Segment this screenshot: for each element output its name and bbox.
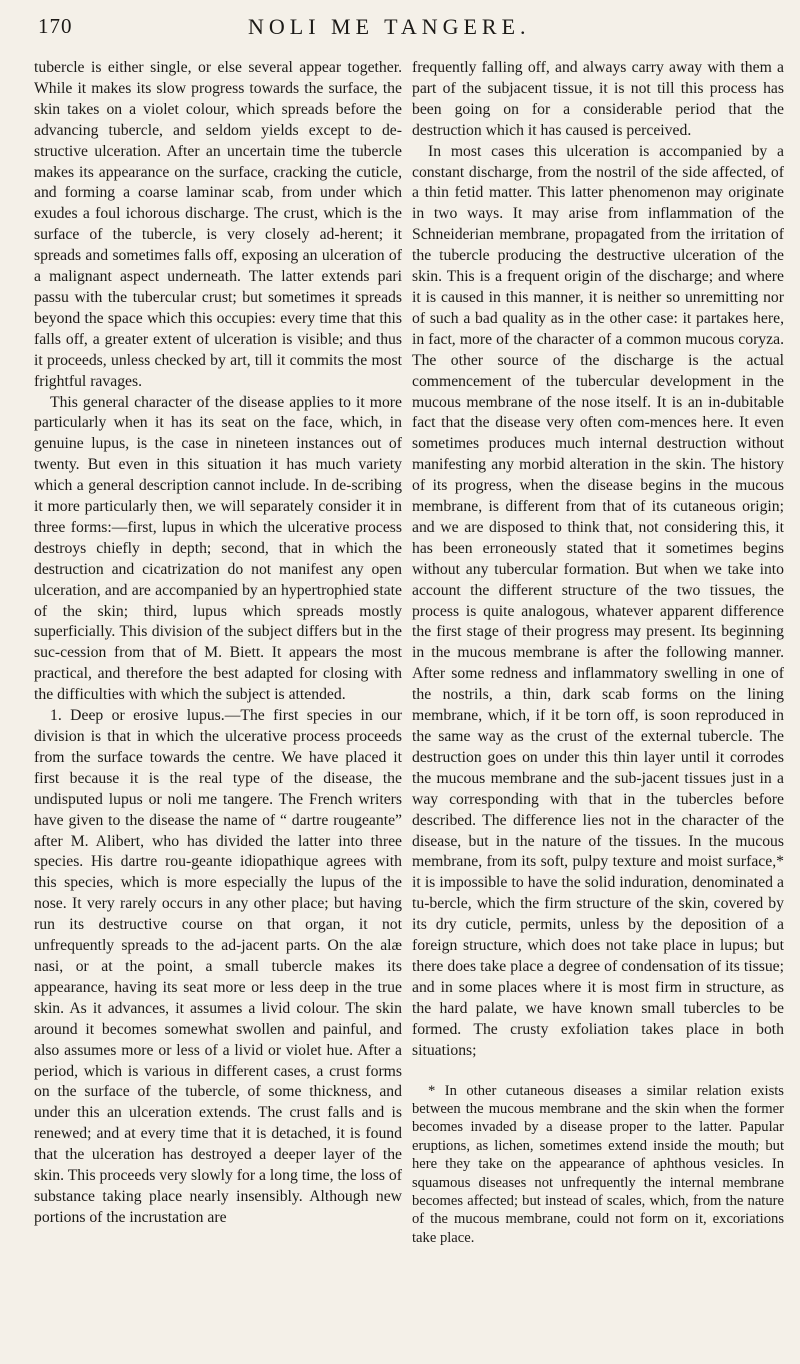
left-column [34,58,402,1229]
paragraph: tubercle is either single, or else several appear together. While it makes its slow progress towards the surface, the skin takes on a violet colour, which spreads before the advancing tubercle, and seldom yields except to de-structive ulceration. After an uncertain time the tubercle makes its appearance on the surface, cracking the cuticle, and forming a coarse laminar scab, from under which exudes a foul ichorous discharge. The crust, which is the surface of the tubercle, is very closely ad-herent; it spreads and sometimes falls off, exposing an ulceration of a malignant aspect underneath. The latter extends pari passu with the tubercular crust; but sometimes it spreads beyond the space which this occupies: every time that this falls off, a greater extent of ulceration is visible; and thus it proceeds, unless checked by art, till it commits the most frightful ravages. [34,59,402,390]
right-column [412,58,784,1247]
paragraph: frequently falling off, and always carry away with them a part of the subjacent tissue, it is not till this process has been going on for a considerable period that the destruction which it has caused is perceived. [412,59,784,139]
page-number: 170 [38,14,73,38]
paragraph: 1. Deep or erosive lupus.—The first species in our division is that in which the ulcerative process proceeds from the surface towards the centre. We have placed it first because it is the real type of the disease, the undisputed lupus or noli me tangere. The French writers have given to the disease the name of “ dartre rougeante” after M. Alibert, who has divided the latter into three species. His dartre rou-geante idiopathique agrees with this species, which is more especially the lupus of the nose. It very rarely occurs in any other place; but having run its destructive course on that organ, it not unfrequently spreads to the ad-jacent parts. On the alæ nasi, or at the point, a small tubercle makes its appearance, having its seat more or less deep in the true skin. As it advances, it assumes a livid colour. The skin around it becomes somewhat swollen and painful, and also assumes more or less of a livid or violet hue. After a period, which is various in different cases, a crust forms on the surface of the tubercle, of some thickness, and under this an ulceration extends. The crust falls and is renewed; and at every time that it is detached, it is found that the ulceration has destroyed a deeper layer of the skin. This proceeds very slowly for a long time, the loss of substance taking place nearly insensibly. Although new portions of the incrustation are [34,707,402,1226]
running-head [38,14,780,48]
footnote-text: * In other cutaneous diseases a similar relation exists between the mucous membrane and the skin when the former becomes invaded by a disease proper to the latter. Papular eruptions, as lichen, sometimes extend inside the mouth; but here they take on the appearance of aphthous vesicles. In squamous diseases not unfrequently the internal membrane becomes affected; but instead of scales, which, from the nature of the mucous membrane, could not form on it, excoriations take place. [412,1082,784,1246]
footnote [412,1082,784,1248]
running-title: NOLI ME TANGERE. [248,14,531,39]
paragraph: In most cases this ulceration is accompanied by a constant discharge, from the nostril of the side affected, of a thin fetid matter. This latter phenomenon may originate in two ways. It may arise from inflammation of the Schneiderian membrane, propagated from the irritation of the tubercle producing the destructive ulceration of the skin. This is a frequent origin of the discharge; and where it is caused in this manner, it is neither so unremitting nor of such a bad quality as in the other case: it partakes here, in fact, more of the character of a common mucous coryza. The other source of the discharge is the actual commencement of the tubercular development in the mucous membrane of the nose itself. It is an in-dubitable fact that the disease very often com-mences here. It even sometimes produces much internal destruction without manifesting any morbid alteration in the skin. The history of its progress, when the disease begins in the mucous membrane, is different from that of its cutaneous origin; and we are disposed to think that, not considering this, it has been erroneously stated that it sometimes begins without any tubercular formation. But when we take into account the different structure of the two tissues, the process is quite analogous, whatever apparent difference the first stage of their progress may present. Its beginning in the mucous membrane is after the following manner. After some redness and inflammatory swelling in one of the nostrils, a thin, dark scab forms on the lining membrane, which, if it be torn off, is soon reproduced in the same way as the crust of the external tubercle. The destruction goes on under this thin layer until it corrodes the mucous membrane and the sub-jacent tissues just in a way corresponding with that in the tubercles before described. The difference lies not in the character of the disease, but in the nature of the tissues. In the mucous membrane, from its soft, pulpy texture and moist surface,* it is impossible to have the solid induration, denominated a tu-bercle, which the firm structure of the skin, covered by its dry cuticle, permits, unless by the deposition of a foreign structure, which does not take place in lupus; but there does take place a degree of condensation of its tissue; and in some places where it is most firm in structure, as the hard palate, we have known small tubercles to be formed. The crusty exfoliation takes place in both situations; [412,142,784,1059]
paragraph: This general character of the disease applies to it more particularly when it has its seat on the face, which, in genuine lupus, is the case in nineteen instances out of twenty. But even in this situation it has much variety which a general description cannot include. In de-scribing it more particularly then, we will separately consider it in three forms:—first, lupus in which the ulcerative process destroys chiefly in depth; second, that in which the destruction and cicatrization do not manifest any open ulceration, and are accompanied by an hypertrophied state of the skin; third, lupus which spreads mostly superficially. This division of the subject differs but in the suc-cession from that of M. Biett. It appears the most practical, and therefore the best adapted for closing with the difficulties with which the subject is attended. [34,393,402,704]
